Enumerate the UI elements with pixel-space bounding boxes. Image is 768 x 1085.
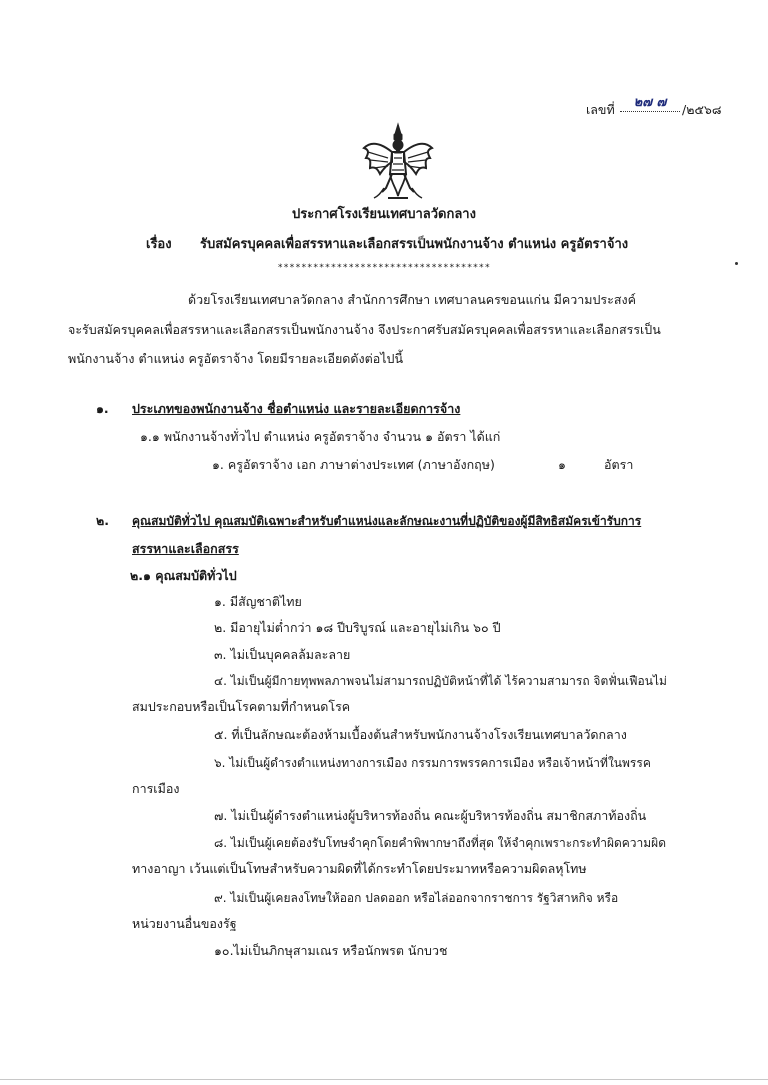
doc-number-handwritten: ๒๗ ๗ bbox=[620, 95, 680, 112]
qualification-8b: ทางอาญา เว้นแต่เป็นโทษสำหรับความผิดที่ได้กระทำโดยประมาทหรือความผิดลหุโทษ bbox=[132, 861, 587, 876]
qualification-4a: ๔. ไม่เป็นผู้มีกายทุพพลภาพจนไม่สามารถปฏิบัติหน้าที่ได้ ไร้ความสามารถ จิตฟั่นเฟือนไม่ bbox=[214, 674, 667, 688]
separator-stars: ************************************ bbox=[277, 263, 491, 273]
qualification-9b: หน่วยงานอื่นของรัฐ bbox=[132, 916, 237, 931]
scan-speck bbox=[735, 262, 738, 265]
section-2-heading-1: คุณสมบัติทั่วไป คุณสมบัติเฉพาะสำหรับตำแหน่งและลักษณะงานที่ปฏิบัติของผู้มีสิทธิสมัครเข้ารับการ bbox=[132, 514, 642, 528]
qualification-7: ๗. ไม่เป็นผู้ดำรงตำแหน่งผู้บริหารท้องถิ่น คณะผู้บริหารท้องถิ่น สมาชิกสภาท้องถิ่น bbox=[214, 808, 647, 823]
qualification-9a: ๙. ไม่เป็นผู้เคยลงโทษให้ออก ปลดออก หรือไล่ออกจากราชการ รัฐวิสาหกิจ หรือ bbox=[214, 891, 619, 905]
page-edge-line bbox=[0, 1079, 768, 1080]
qualification-6a: ๖. ไม่เป็นผู้ดำรงตำแหน่งทางการเมือง กรรมการพรรคการเมือง หรือเจ้าหน้าที่ในพรรค bbox=[214, 756, 651, 770]
doc-number-year: /๒๕๖๘ bbox=[682, 102, 722, 117]
intro-line-2: จะรับสมัครบุคคลเพื่อสรรหาและเลือกสรรเป็นพนักงานจ้าง จึงประกาศรับสมัครบุคคลเพื่อสรรหาและเลือกสรรเป็น bbox=[68, 322, 661, 337]
section-1-heading: ประเภทของพนักงานจ้าง ชื่อตำแหน่ง และรายละเอียดการจ้าง bbox=[132, 401, 461, 416]
section-1-number: ๑. bbox=[96, 401, 109, 416]
qualification-2: ๒. มีอายุไม่ต่ำกว่า ๑๘ ปีบริบูรณ์ และอายุไม่เกิน ๖๐ ปี bbox=[214, 620, 501, 635]
qualification-8a: ๘. ไม่เป็นผู้เคยต้องรับโทษจำคุกโดยคำพิพากษาถึงที่สุด ให้จำคุกเพราะกระทำผิดความผิด bbox=[214, 836, 667, 850]
section-2-number: ๒. bbox=[96, 513, 109, 528]
section-2-sub-heading: ๒.๑ คุณสมบัติทั่วไป bbox=[130, 568, 237, 583]
qualification-5: ๕. ที่เป็นลักษณะต้องห้ามเบื้องต้นสำหรับพนักงานจ้างโรงเรียนเทศบาลวัดกลาง bbox=[214, 727, 627, 742]
section-1-sub: ๑.๑ พนักงานจ้างทั่วไป ตำแหน่ง ครูอัตราจ้าง จำนวน ๑ อัตรา ได้แก่ bbox=[140, 429, 501, 444]
qualification-10: ๑๐.ไม่เป็นภิกษุสามเณร หรือนักพรต นักบวช bbox=[214, 943, 448, 958]
intro-line-3: พนักงานจ้าง ตำแหน่ง ครูอัตราจ้าง โดยมีรายละเอียดดังต่อไปนี้ bbox=[68, 351, 404, 366]
announcement-title: ประกาศโรงเรียนเทศบาลวัดกลาง bbox=[292, 207, 476, 222]
section-1-item-unit: อัตรา bbox=[604, 457, 634, 472]
section-1-item-count: ๑ bbox=[558, 457, 566, 472]
subject-text: รับสมัครบุคคลเพื่อสรรหาและเลือกสรรเป็นพนักงานจ้าง ตำแหน่ง ครูอัตราจ้าง bbox=[200, 237, 629, 252]
section-2-heading-2: สรรหาและเลือกสรร bbox=[132, 541, 239, 556]
subject-label: เรื่อง bbox=[146, 237, 172, 252]
qualification-3: ๓. ไม่เป็นบุคคลล้มละลาย bbox=[214, 647, 351, 662]
qualification-1: ๑. มีสัญชาติไทย bbox=[214, 594, 302, 609]
intro-line-1: ด้วยโรงเรียนเทศบาลวัดกลาง สำนักการศึกษา เทศบาลนครขอนแก่น มีความประสงค์ bbox=[188, 292, 636, 307]
qualification-4b: สมประกอบหรือเป็นโรคตามที่กำหนดโรค bbox=[132, 699, 351, 714]
section-1-item: ๑. ครูอัตราจ้าง เอก ภาษาต่างประเทศ (ภาษาอังกฤษ) bbox=[212, 457, 495, 472]
qualification-6b: การเมือง bbox=[132, 781, 180, 796]
doc-number-label: เลขที่ bbox=[586, 102, 615, 117]
garuda-emblem-icon bbox=[362, 122, 434, 202]
